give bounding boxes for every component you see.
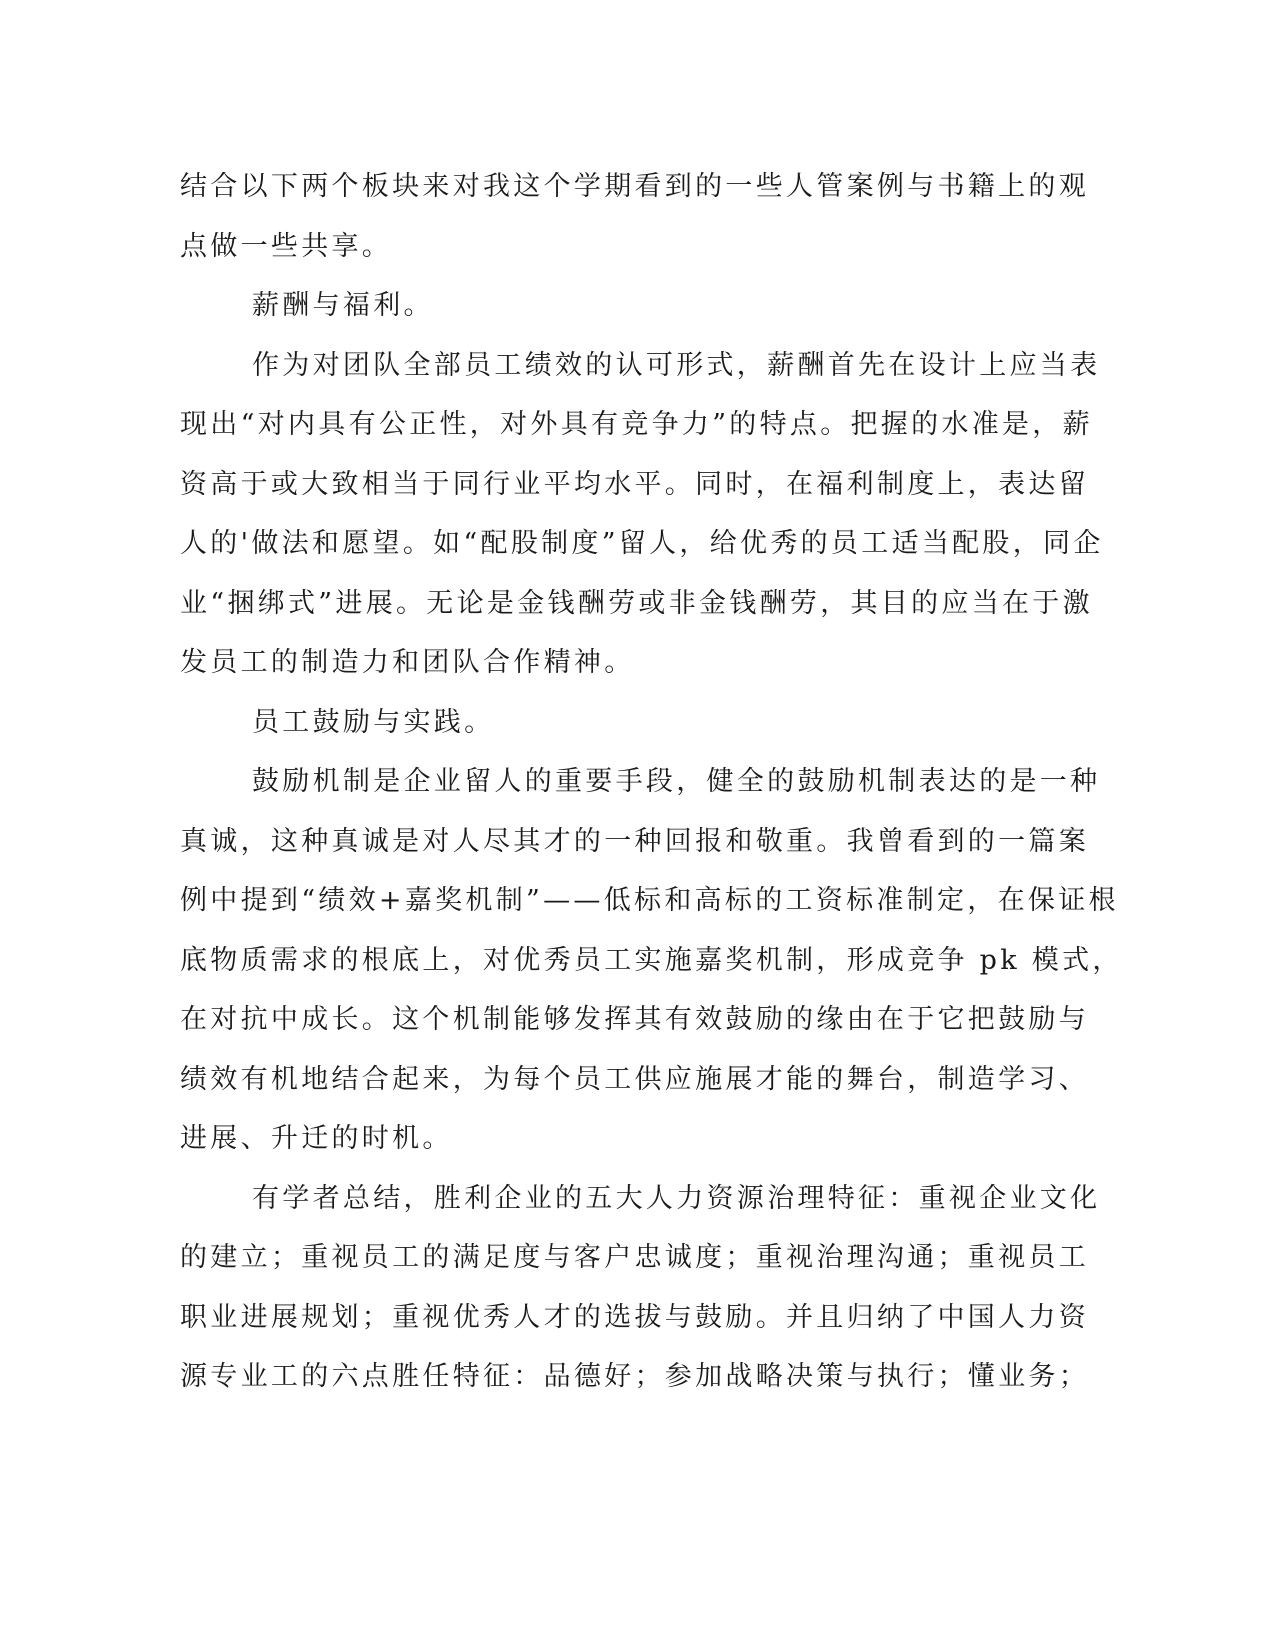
text-line: 源专业工的六点胜任特征：品德好；参加战略决策与执行；懂业务； bbox=[180, 1361, 1089, 1392]
text-line: 在对抗中成长。这个机制能够发挥其有效鼓励的缘由在于它把鼓励与 bbox=[180, 1004, 1089, 1035]
document-body bbox=[180, 157, 1123, 1407]
text-line: 现出“对内具有公正性，对外具有竞争力”的特点。把握的水准是，薪 bbox=[180, 409, 1093, 440]
text-line: 例中提到“绩效+嘉奖机制”——低标和高标的工资标准制定，在保证根 bbox=[180, 885, 1119, 916]
text-line: 绩效有机地结合起来，为每个员工供应施展才能的舞台，制造学习、 bbox=[180, 1063, 1089, 1095]
text-line: 真诚，这种真诚是对人尽其才的一种回报和敬重。我曾看到的一篇案 bbox=[180, 825, 1089, 857]
text-line: 业“捆绑式”进展。无论是金钱酬劳或非金钱酬劳，其目的应当在于激 bbox=[180, 587, 1093, 619]
text-line: 作为对团队全部员工绩效的认可形式，薪酬首先在设计上应当表 bbox=[252, 349, 1101, 381]
section-heading: 员工鼓励与实践。 bbox=[252, 706, 495, 738]
text-line: 发员工的制造力和团队合作精神。 bbox=[180, 647, 635, 678]
section-heading: 薪酬与福利。 bbox=[252, 290, 434, 321]
text-line: 职业进展规划；重视优秀人才的选拔与鼓励。并且归纳了中国人力资 bbox=[180, 1301, 1089, 1333]
text-line: 人的'做法和愿望。如“配股制度”留人，给优秀的员工适当配股，同企 bbox=[180, 528, 1104, 559]
text-line: 有学者总结，胜利企业的五大人力资源治理特征：重视企业文化 bbox=[252, 1182, 1101, 1214]
text-line: 底物质需求的根底上，对优秀员工实施嘉奖机制，形成竞争 pk 模式， bbox=[180, 944, 1123, 976]
text-line: 的建立；重视员工的满足度与客户忠诚度；重视治理沟通；重视员工 bbox=[180, 1242, 1089, 1273]
text-line: 进展、升迁的时机。 bbox=[180, 1123, 453, 1154]
text-line: 点做一些共享。 bbox=[180, 230, 393, 262]
text-line: 鼓励机制是企业留人的重要手段，健全的鼓励机制表达的是一种 bbox=[252, 766, 1101, 797]
text-line: 资高于或大致相当于同行业平均水平。同时，在福利制度上，表达留 bbox=[180, 468, 1089, 500]
text-line: 结合以下两个板块来对我这个学期看到的一些人管案例与书籍上的观 bbox=[180, 171, 1089, 202]
